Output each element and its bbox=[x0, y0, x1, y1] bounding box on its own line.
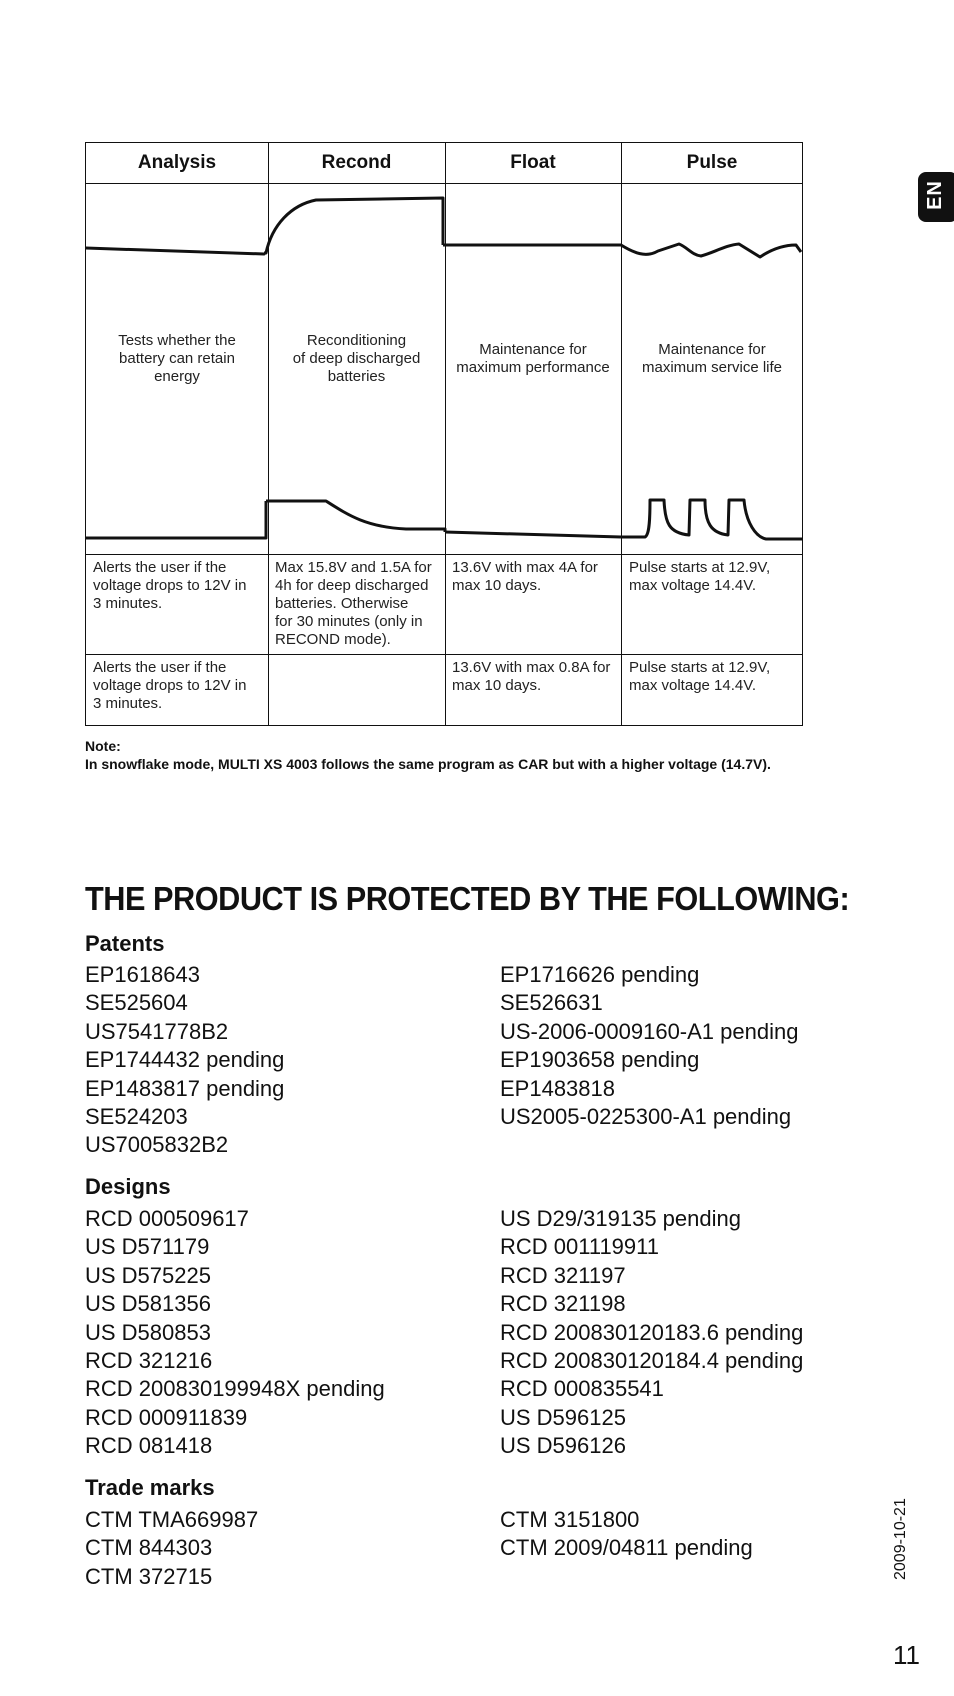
list-item: RCD 000509617 bbox=[85, 1206, 249, 1231]
list-item: RCD 321216 bbox=[85, 1348, 213, 1374]
spec-pulse-2: Pulse starts at 12.9V, max voltage 14.4V. bbox=[629, 659, 771, 694]
header-pulse: Pulse bbox=[686, 152, 738, 173]
patents-heading: Patents bbox=[85, 931, 165, 956]
page-number: 11 bbox=[893, 1640, 920, 1670]
list-item: RCD 081418 bbox=[85, 1433, 213, 1459]
list-item: RCD 000835541 bbox=[500, 1376, 664, 1402]
current-curve-float bbox=[445, 532, 621, 537]
list-item: RCD 321198 bbox=[500, 1291, 626, 1317]
list-item: EP1744432 pending bbox=[85, 1047, 285, 1073]
list-item: RCD 200830199948X pending bbox=[85, 1376, 385, 1402]
list-item: US D580853 bbox=[85, 1319, 211, 1345]
list-item: US-2006-0009160-A1 pending bbox=[500, 1018, 799, 1044]
note-text: In snowflake mode, MULTI XS 4003 follows the same program as CAR but with a higher voltage (14.7V). bbox=[85, 756, 771, 772]
designs-list-left bbox=[85, 1205, 385, 1461]
list-item: RCD 200830120183.6 pending bbox=[500, 1319, 804, 1345]
designs-heading: Designs bbox=[85, 1174, 171, 1199]
list-item: RCD 000911839 bbox=[85, 1404, 248, 1430]
list-item: SE525604 bbox=[85, 990, 188, 1016]
current-curve-analysis bbox=[86, 501, 266, 538]
list-item: RCD 001119911 bbox=[500, 1234, 659, 1260]
list-item: EP1483817 pending bbox=[85, 1075, 285, 1101]
trademarks-list-left bbox=[85, 1506, 258, 1591]
language-label: EN bbox=[924, 180, 946, 210]
list-item: RCD 200830120184.4 pending bbox=[500, 1348, 804, 1374]
header-recond: Recond bbox=[321, 152, 392, 173]
current-curve-recond bbox=[266, 501, 445, 532]
spec-float-2: 13.6V with max 0.8A for max 10 days. bbox=[452, 659, 611, 694]
list-item: US D596125 bbox=[500, 1404, 626, 1430]
note-title: Note: bbox=[85, 738, 121, 754]
list-item: CTM 844303 bbox=[85, 1535, 213, 1561]
list-item: US D596126 bbox=[500, 1433, 626, 1459]
spec-analysis-2: Alerts the user if the voltage drops to 12V in 3 minutes. bbox=[93, 659, 247, 712]
charging-stages-table bbox=[85, 142, 803, 726]
list-item: RCD 321197 bbox=[500, 1262, 626, 1288]
spec-float-1: 13.6V with max 4A for max 10 days. bbox=[452, 559, 598, 594]
trademarks-list-right bbox=[500, 1506, 753, 1563]
list-item: US D571179 bbox=[85, 1234, 210, 1260]
list-item: US D29/319135 pending bbox=[500, 1206, 741, 1231]
spec-analysis-1: Alerts the user if the voltage drops to 12V in 3 minutes. bbox=[93, 559, 247, 612]
list-item: US D575225 bbox=[85, 1262, 211, 1288]
revision-date: 2009-10-21 bbox=[892, 1498, 909, 1580]
list-item: CTM 2009/04811 pending bbox=[500, 1535, 753, 1561]
header-analysis: Analysis bbox=[137, 152, 217, 173]
spec-recond-1: Max 15.8V and 1.5A for 4h for deep discharged batteries. Otherwise for 30 minutes (only in RECOND mode). bbox=[275, 559, 432, 648]
list-item: EP1903658 pending bbox=[500, 1047, 700, 1073]
current-curve-pulse bbox=[621, 500, 802, 539]
list-item: EP1618643 bbox=[85, 962, 200, 987]
list-item: SE524203 bbox=[85, 1104, 188, 1130]
spec-pulse-1: Pulse starts at 12.9V, max voltage 14.4V. bbox=[629, 559, 771, 594]
designs-list-right bbox=[500, 1205, 803, 1461]
list-item: US D581356 bbox=[85, 1291, 211, 1317]
list-item: EP1716626 pending bbox=[500, 962, 700, 987]
list-item: CTM 372715 bbox=[85, 1563, 213, 1589]
description-pulse: Maintenance for maximum service life bbox=[641, 341, 783, 376]
patents-list-right bbox=[500, 961, 798, 1131]
description-analysis: Tests whether the battery can retain energy bbox=[118, 332, 236, 385]
charging-curves bbox=[86, 143, 804, 727]
list-item: SE526631 bbox=[500, 990, 603, 1016]
protection-title: THE PRODUCT IS PROTECTED BY THE FOLLOWING: bbox=[85, 880, 850, 917]
list-item: US7005832B2 bbox=[85, 1132, 229, 1158]
voltage-curve-pulse bbox=[621, 244, 801, 257]
patents-list-left bbox=[85, 961, 284, 1160]
voltage-curve-recond bbox=[264, 198, 443, 253]
list-item: US2005-0225300-A1 pending bbox=[500, 1104, 792, 1130]
voltage-curve-analysis bbox=[86, 248, 264, 254]
language-tab bbox=[918, 172, 954, 222]
list-item: CTM 3151800 bbox=[500, 1507, 640, 1532]
trademarks-heading: Trade marks bbox=[85, 1475, 215, 1500]
list-item: CTM TMA669987 bbox=[85, 1507, 259, 1532]
list-item: EP1483818 bbox=[500, 1075, 615, 1101]
list-item: US7541778B2 bbox=[85, 1018, 229, 1044]
header-float: Float bbox=[510, 152, 556, 173]
description-float: Maintenance for maximum performance bbox=[456, 341, 610, 376]
description-recond: Reconditioning of deep discharged batteries bbox=[292, 332, 421, 385]
